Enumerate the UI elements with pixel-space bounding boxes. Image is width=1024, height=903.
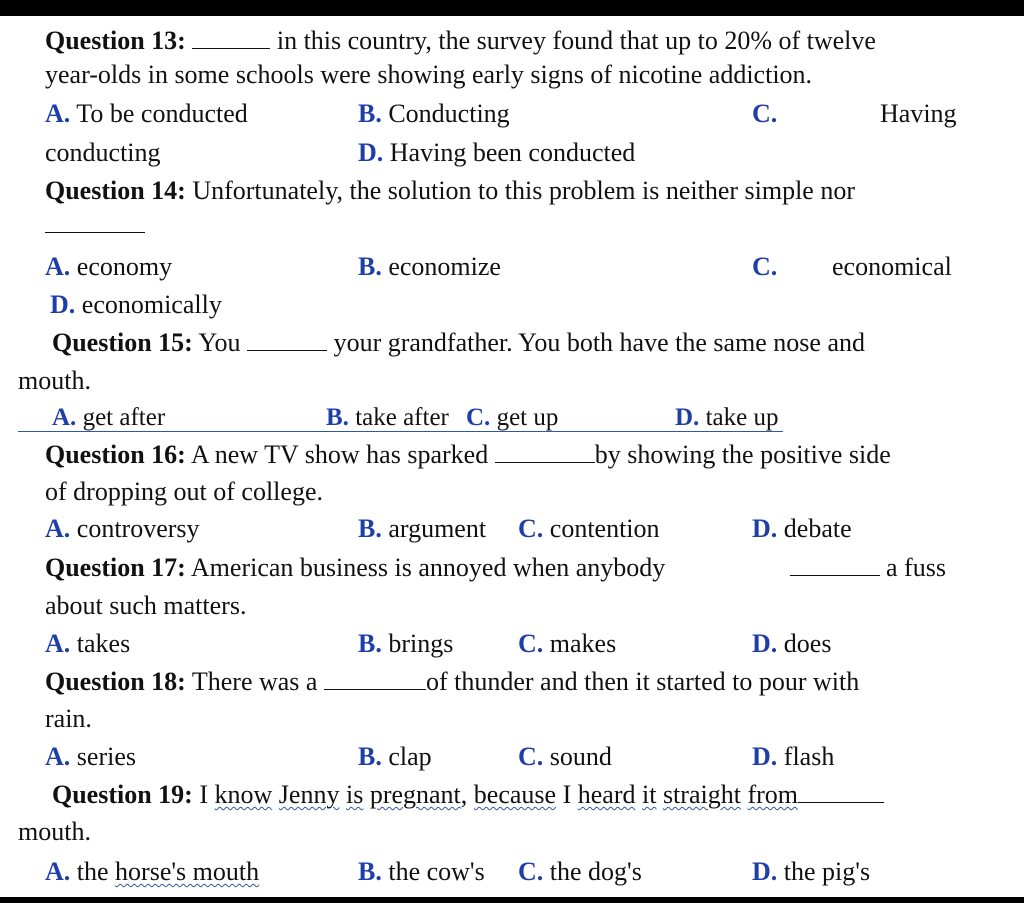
question-18-text-2: of thunder and then it started to pour with	[425, 667, 860, 696]
question-13-text: in this country, the survey found that up to 20% of twelve	[270, 26, 876, 55]
bottom-border	[0, 897, 1024, 903]
answer-blank	[45, 210, 145, 233]
question-14-line-1	[45, 174, 855, 208]
question-18-line-2: rain.	[45, 704, 92, 733]
option-text: brings	[381, 629, 454, 658]
option-text: the dog's	[543, 857, 642, 886]
option-text: flash	[777, 742, 835, 771]
answer-blank	[324, 667, 426, 690]
spellcheck-word: heard	[577, 780, 636, 809]
option-c[interactable]	[518, 627, 616, 661]
spellcheck-word: pregnant	[369, 780, 461, 809]
option-d[interactable]	[752, 740, 834, 774]
option-c[interactable]	[518, 512, 660, 546]
option-letter: A.	[52, 404, 77, 431]
answer-blank	[247, 328, 327, 351]
question-18-line-1	[45, 665, 859, 699]
option-text: Conducting	[381, 99, 510, 128]
question-19-text: I	[192, 780, 215, 809]
question-17-line-1	[45, 551, 665, 585]
option-letter: C.	[752, 252, 778, 281]
option-letter: A.	[45, 742, 71, 771]
option-c[interactable]	[518, 855, 642, 889]
option-text: does	[777, 629, 832, 658]
option-text: economically	[75, 290, 222, 319]
question-15-line-2: mouth.	[18, 366, 91, 395]
spellcheck-word: horse's mouth	[115, 857, 260, 886]
option-c[interactable]	[518, 740, 612, 774]
option-letter: A.	[45, 99, 71, 128]
option-a[interactable]	[45, 627, 130, 661]
answer-blank	[495, 440, 595, 463]
question-15-label: Question 15:	[52, 328, 193, 357]
option-letter: B.	[358, 252, 382, 281]
option-letter: B.	[358, 857, 382, 886]
option-b[interactable]	[358, 512, 486, 546]
option-text: economy	[70, 252, 173, 281]
question-13-label: Question 13:	[45, 26, 186, 55]
option-letter: C.	[518, 742, 544, 771]
question-17-label: Question 17:	[45, 553, 186, 582]
option-c-continued: conducting	[45, 138, 161, 167]
option-b[interactable]	[326, 401, 449, 435]
option-c[interactable]	[752, 250, 777, 284]
option-c[interactable]	[466, 401, 558, 435]
question-14-text: Unfortunately, the solution to this problem is neither simple nor	[185, 176, 856, 205]
spellcheck-word: because	[473, 780, 557, 809]
option-text: debate	[777, 514, 852, 543]
spellcheck-word: straight	[662, 780, 741, 809]
top-border	[0, 0, 1024, 16]
option-letter: A.	[45, 514, 71, 543]
option-d[interactable]	[50, 288, 222, 322]
question-19-label: Question 19:	[52, 780, 193, 809]
option-b[interactable]	[358, 97, 510, 131]
option-text: To be conducted	[70, 99, 248, 128]
option-text: take after	[348, 404, 449, 431]
option-b[interactable]	[358, 855, 485, 889]
option-a[interactable]	[45, 740, 136, 774]
option-a[interactable]	[45, 855, 259, 889]
question-17-line-2: about such matters.	[45, 591, 247, 620]
option-letter: B.	[358, 514, 382, 543]
option-text: the pig's	[777, 857, 871, 886]
spellcheck-word: it	[641, 780, 657, 809]
option-text: clap	[381, 742, 432, 771]
question-14-blank-line	[45, 208, 145, 242]
option-letter: A.	[45, 629, 71, 658]
question-16-line-1	[45, 438, 891, 472]
option-text: the	[70, 857, 116, 886]
option-letter: A.	[45, 252, 71, 281]
option-a[interactable]	[45, 512, 200, 546]
question-16-text-2: by showing the positive side	[594, 440, 891, 469]
option-b[interactable]	[358, 740, 432, 774]
option-letter: D.	[752, 742, 778, 771]
option-text: controversy	[70, 514, 200, 543]
table-rule	[18, 431, 783, 432]
question-19-line-2: mouth.	[18, 817, 91, 846]
answer-blank	[192, 26, 270, 49]
question-14-label: Question 14:	[45, 176, 186, 205]
option-text: get after	[76, 404, 166, 431]
option-text: take up	[699, 404, 779, 431]
option-d[interactable]	[752, 855, 870, 889]
spellcheck-word: from	[747, 780, 798, 809]
option-text: economize	[381, 252, 501, 281]
option-text: sound	[543, 742, 612, 771]
question-16-line-2: of dropping out of college.	[45, 477, 323, 506]
option-letter: C.	[518, 514, 544, 543]
answer-blank	[798, 780, 884, 803]
option-text: Having been conducted	[383, 138, 636, 167]
option-text: get up	[490, 404, 559, 431]
question-19-text-2: I	[556, 780, 578, 809]
question-16-text: A new TV show has sparked	[185, 440, 495, 469]
question-15-text: You	[192, 328, 248, 357]
option-letter: D.	[358, 138, 384, 167]
option-c-text: Having	[880, 99, 957, 128]
option-c[interactable]	[752, 97, 777, 131]
option-letter: B.	[326, 404, 349, 431]
question-17-text-2: a fuss	[886, 553, 946, 582]
spellcheck-word: Jenny	[278, 780, 340, 809]
option-letter: C.	[518, 857, 544, 886]
question-19-line-1: Question 19: I know Jenny is pregnant, because I heard it straight from	[52, 778, 884, 812]
option-text: takes	[70, 629, 131, 658]
option-letter: C.	[466, 404, 491, 431]
option-letter: C.	[518, 629, 544, 658]
option-letter: D.	[752, 514, 778, 543]
option-d[interactable]	[752, 512, 852, 546]
option-b[interactable]	[358, 250, 501, 284]
question-16-label: Question 16:	[45, 440, 186, 469]
option-a[interactable]	[45, 97, 248, 131]
option-text: the cow's	[381, 857, 485, 886]
option-letter: B.	[358, 99, 382, 128]
answer-blank	[790, 553, 880, 576]
option-a[interactable]	[52, 401, 165, 435]
question-13-line-2: year-olds in some schools were showing early signs of nicotine addiction.	[45, 60, 813, 89]
option-d[interactable]	[675, 401, 778, 435]
option-d[interactable]	[752, 627, 831, 661]
option-letter: C.	[752, 99, 778, 128]
question-15-line-1	[52, 326, 865, 360]
question-13-line-1	[45, 24, 876, 58]
option-letter: B.	[358, 629, 382, 658]
option-text: contention	[543, 514, 660, 543]
question-15-text-2: your grandfather. You both have the same nose and	[327, 328, 866, 357]
option-letter: D.	[752, 629, 778, 658]
option-a[interactable]	[45, 250, 172, 284]
question-18-text: There was a	[185, 667, 324, 696]
option-letter: A.	[45, 857, 71, 886]
option-c-text: economical	[832, 252, 952, 281]
question-18-label: Question 18:	[45, 667, 186, 696]
question-17-blank	[790, 551, 880, 585]
option-letter: B.	[358, 742, 382, 771]
option-letter: D.	[752, 857, 778, 886]
option-d[interactable]	[358, 136, 635, 170]
option-letter: D.	[50, 290, 76, 319]
question-17-text: American business is annoyed when anybody	[185, 553, 666, 582]
spellcheck-word: is	[345, 780, 364, 809]
option-b[interactable]	[358, 627, 453, 661]
option-text: argument	[381, 514, 487, 543]
spellcheck-word: know	[214, 780, 273, 809]
option-text: makes	[543, 629, 617, 658]
option-letter: D.	[675, 404, 700, 431]
option-text: series	[70, 742, 136, 771]
